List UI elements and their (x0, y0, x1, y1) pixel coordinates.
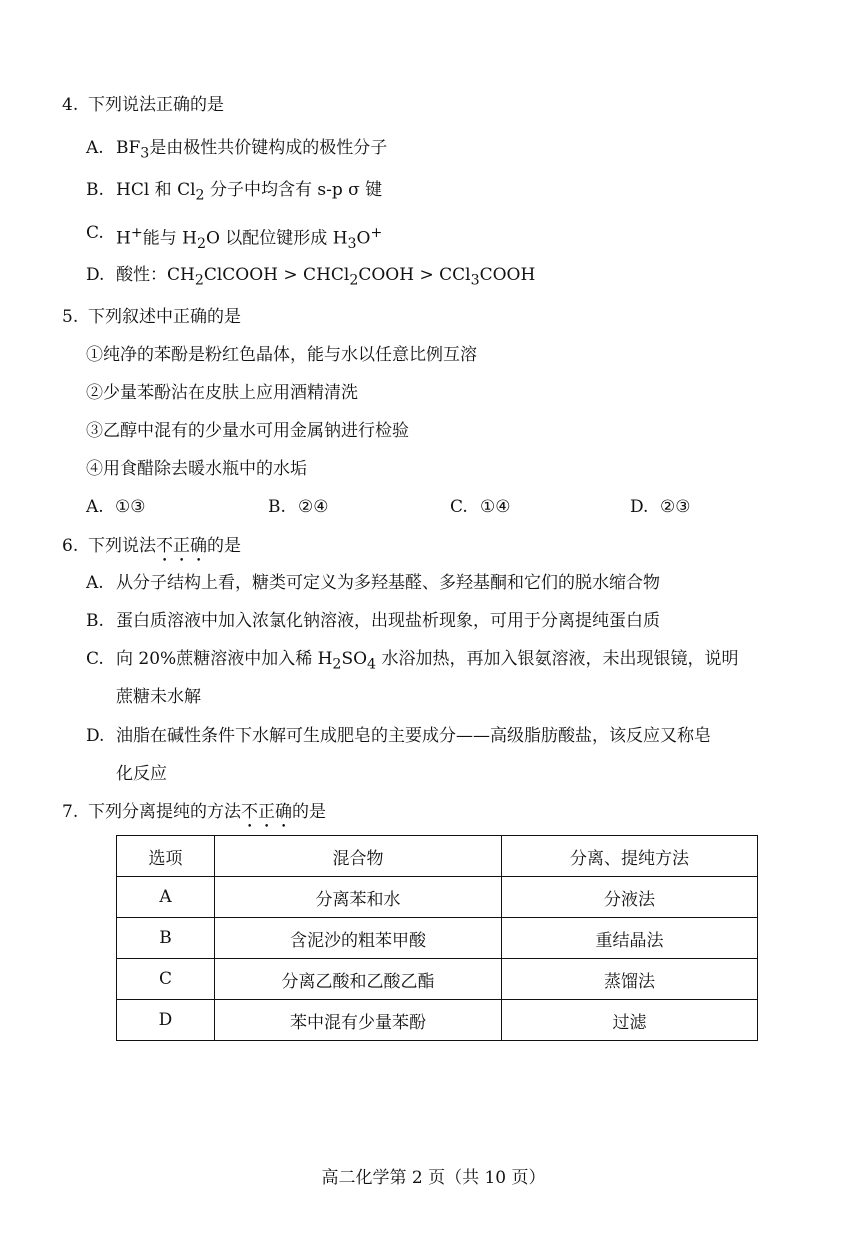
q7-number: 7. (62, 802, 79, 822)
q5-choice-c-label: C. (450, 497, 468, 517)
q6-stem-pre: 下列说法 (88, 536, 156, 556)
q7-stem-pre: 下列分离提纯的方法 (88, 802, 241, 822)
q6-option-d-label: D. (86, 726, 105, 746)
q6-option-c-label: C. (86, 649, 104, 669)
table-row (117, 877, 758, 918)
q6-stem-post: 的是 (207, 536, 241, 556)
q7-stem-emphasis: 不正确 (241, 802, 292, 822)
table-cell: 过滤 (502, 1000, 758, 1041)
header-option: 选项 (117, 836, 215, 877)
header-method: 分离、提纯方法 (502, 836, 758, 877)
q5-item-2: ②少量苯酚沾在皮肤上应用酒精清洗 (86, 383, 358, 403)
q4-option-c-label: C. (86, 223, 104, 243)
table-cell: 含泥沙的粗苯甲酸 (215, 918, 502, 959)
q4-option-b-label: B. (86, 180, 104, 200)
q5-choice-c-text: ①④ (480, 497, 511, 517)
q5-stem: 下列叙述中正确的是 (88, 307, 241, 327)
table-cell: 重结晶法 (502, 918, 758, 959)
q5-number: 5. (62, 307, 79, 327)
q5-item-4: ④用食醋除去暖水瓶中的水垢 (86, 459, 307, 479)
separation-methods-table (116, 835, 758, 1041)
q5-choice-b-label: B. (268, 497, 286, 517)
table-row (117, 1000, 758, 1041)
table-cell: 苯中混有少量苯酚 (215, 1000, 502, 1041)
header-mixture: 混合物 (215, 836, 502, 877)
q6-option-b-label: B. (86, 611, 104, 631)
q6-option-d-text-line2: 化反应 (116, 764, 167, 784)
q5-item-1: ①纯净的苯酚是粉红色晶体，能与水以任意比例互溶 (86, 345, 477, 365)
table-row (117, 918, 758, 959)
table-cell: B (117, 918, 215, 959)
q4-option-a-text: $BF_3$是由极性共价键构成的极性分子 (116, 138, 388, 162)
q4-number: 4. (62, 95, 79, 115)
q6-option-a-label: A. (86, 573, 104, 593)
q5-choice-b-text: ②④ (298, 497, 329, 517)
q4-option-d-label: D. (86, 265, 105, 285)
q5-choice-a-text: ①③ (115, 497, 146, 517)
q6-option-b-text: 蛋白质溶液中加入浓氯化钠溶液，出现盐析现象，可用于分离提纯蛋白质 (116, 611, 660, 631)
q5-item-3: ③乙醇中混有的少量水可用金属钠进行检验 (86, 421, 409, 441)
table-cell: 分离苯和水 (215, 877, 502, 918)
table-cell: D (117, 1000, 215, 1041)
page-footer: 高二化学第 2 页（共 10 页） (321, 1168, 546, 1188)
table-row (117, 959, 758, 1000)
q4-stem: 下列说法正确的是 (88, 95, 224, 115)
table-cell: 分液法 (502, 877, 758, 918)
q5-choice-d-label: D. (630, 497, 649, 517)
q4-option-c-text: H+能与 $H_2O$ 以配位键形成 $H_3O^+$ (116, 225, 383, 253)
table-cell: 分离乙酸和乙酸乙酯 (215, 959, 502, 1000)
table-cell: C (117, 959, 215, 1000)
q6-option-c-text-line2: 蔗糖未水解 (116, 687, 201, 707)
q7-stem-post: 的是 (292, 802, 326, 822)
q6-option-c-text-line1: 向 20%蔗糖溶液中加入稀 $H_2SO_4$ 水浴加热，再加入银氨溶液，未出现银镜，说明 (116, 649, 739, 673)
q4-option-d-text: 酸性：$CH_2ClCOOH$ > CHCl$_2$COOH > CCl$_3$COOH (116, 265, 536, 289)
table-header-row (117, 836, 758, 877)
q4-option-a-label: A. (86, 138, 104, 158)
q5-choice-a-label: A. (86, 497, 104, 517)
table-cell: 蒸馏法 (502, 959, 758, 1000)
q5-choice-d-text: ②③ (660, 497, 691, 517)
q6-option-d-text-line1: 油脂在碱性条件下水解可生成肥皂的主要成分——高级脂肪酸盐，该反应又称皂 (116, 726, 711, 746)
q6-number: 6. (62, 536, 79, 556)
q4-option-b-text: HCl 和 $Cl_2$ 分子中均含有 s-p σ 键 (116, 180, 383, 204)
table-cell: A (117, 877, 215, 918)
q7-stem (88, 800, 326, 832)
q6-stem (88, 534, 241, 566)
q6-stem-emphasis: 不正确 (156, 536, 207, 556)
q6-option-a-text: 从分子结构上看，糖类可定义为多羟基醛、多羟基酮和它们的脱水缩合物 (116, 573, 660, 593)
